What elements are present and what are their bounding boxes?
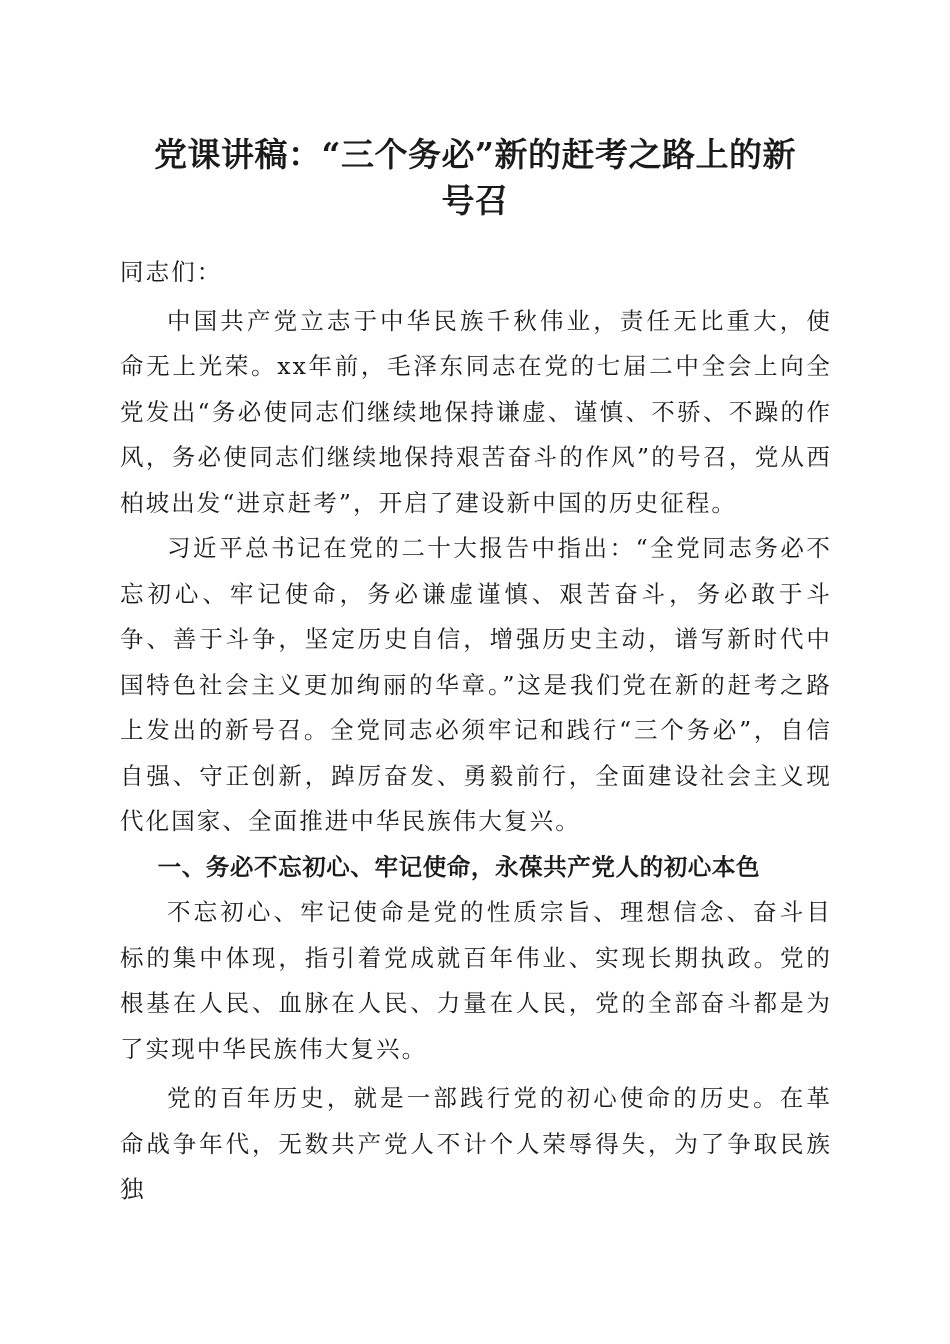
section-heading-1: 一、务必不忘初心、牢记使命，永葆共产党人的初心本色	[157, 852, 761, 881]
section1-paragraph-2: 党的百年历史，就是一部践行党的初心使命的历史。在革命战争年代，无数共产党人不计个人荣辱得失，为了争取民族独	[120, 1084, 832, 1203]
document-body	[120, 250, 832, 1213]
document-title	[110, 132, 840, 224]
salutation: 同志们：	[120, 258, 223, 286]
title-line-1: 党课讲稿：“三个务必”新的赶考之路上的新	[154, 135, 796, 174]
section1-paragraph-1: 不忘初心、牢记使命是党的性质宗旨、理想信念、奋斗目标的集中体现，指引着党成就百年伟业、实现长期执政。党的根基在人民、血脉在人民、力量在人民，党的全部奋斗都是为了实现中华民族伟大复兴。	[120, 898, 832, 1063]
title-line-2: 号召	[441, 181, 509, 220]
paragraph-intro: 中国共产党立志于中华民族千秋伟业，责任无比重大，使命无上光荣。xx年前，毛泽东同志在党的七届二中全会上向全党发出“务必使同志们继续地保持谦虚、谨慎、不骄、不躁的作风，务必使同志们继续地保持艰苦奋斗的作风”的号召，党从西柏坡出发“进京赶考”，开启了建设新中国的历史征程。	[120, 306, 832, 517]
paragraph-report-quote: 习近平总书记在党的二十大报告中指出：“全党同志务必不忘初心、牢记使命，务必谦虚谨慎、艰苦奋斗，务必敢于斗争、善于斗争，坚定历史自信，增强历史主动，谱写新时代中国特色社会主义更加绚丽的华章。”这是我们党在新的赶考之路上发出的新号召。全党同志必须牢记和践行“三个务必”，自信自强、守正创新，踔厉奋发、勇毅前行，全面建设社会主义现代化国家、全面推进中华民族伟大复兴。	[120, 534, 832, 835]
